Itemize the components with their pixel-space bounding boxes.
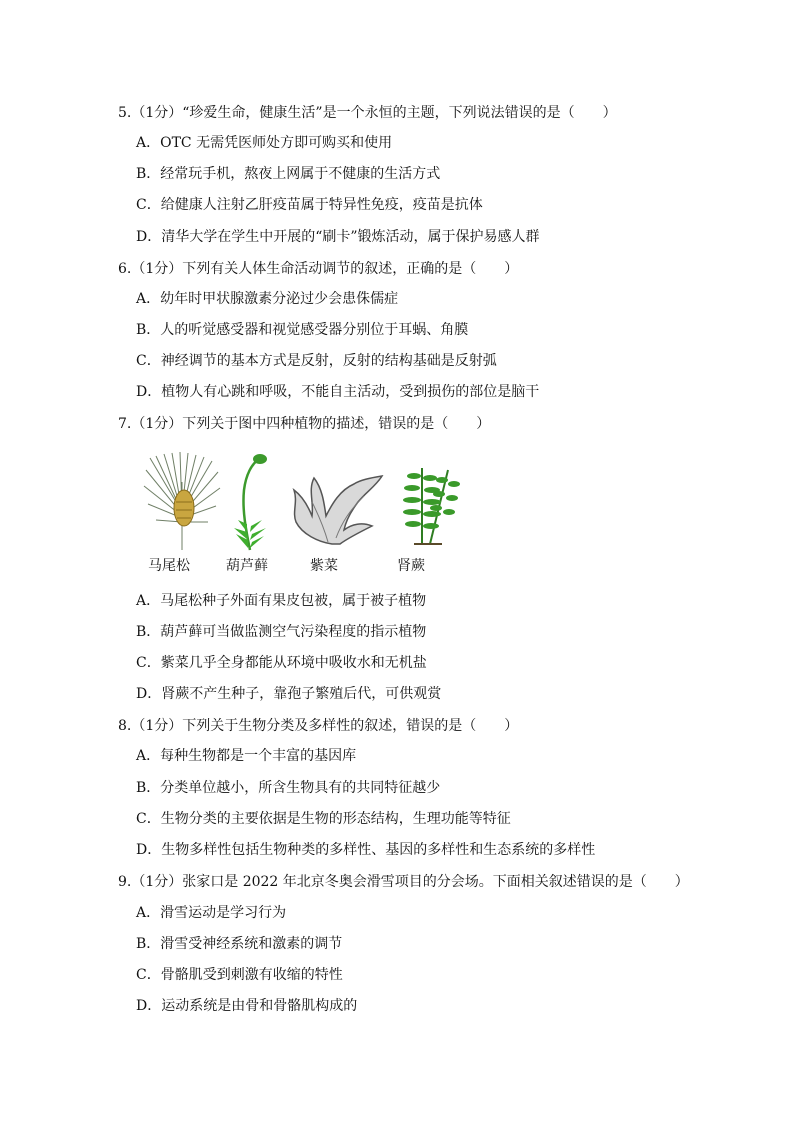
- plant-label-pine: 马尾松: [148, 558, 190, 574]
- question-7-option-c: C．紫菜几乎全身都能从环境中吸收水和无机盐: [136, 655, 427, 671]
- question-6-option-c: C．神经调节的基本方式是反射，反射的结构基础是反射弧: [136, 353, 497, 369]
- question-8-option-b: B．分类单位越小，所含生物具有的共同特征越少: [136, 780, 441, 796]
- question-6-option-a: A．幼年时甲状腺激素分泌过少会患侏儒症: [136, 291, 399, 307]
- question-8-option-a: A．每种生物都是一个丰富的基因库: [136, 748, 357, 764]
- question-5-stem: 5.（1分）“珍爱生命，健康生活”是一个永恒的主题，下列说法错误的是（ ）: [118, 105, 617, 121]
- question-6-option-d: D．植物人有心跳和呼吸，不能自主活动，受到损伤的部位是脑干: [136, 384, 540, 400]
- moss-icon: [230, 450, 270, 554]
- question-7-option-b: B．葫芦藓可当做监测空气污染程度的指示植物: [136, 624, 427, 640]
- question-8-option-d: D．生物多样性包括生物种类的多样性、基因的多样性和生态系统的多样性: [136, 842, 596, 858]
- plant-label-moss: 葫芦藓: [226, 558, 268, 574]
- question-5-option-b: B．经常玩手机，熬夜上网属于不健康的生活方式: [136, 166, 441, 182]
- question-9-option-b: B．滑雪受神经系统和激素的调节: [136, 936, 343, 952]
- question-5-option-d: D．清华大学在学生中开展的“刷卡”锻炼活动，属于保护易感人群: [136, 229, 540, 245]
- seaweed-icon: [288, 472, 386, 548]
- question-5-option-c: C．给健康人注射乙肝疫苗属于特异性免疫，疫苗是抗体: [136, 197, 483, 213]
- question-6-stem: 6.（1分）下列有关人体生命活动调节的叙述，正确的是（ ）: [118, 261, 519, 277]
- question-7-option-d: D．肾蕨不产生种子，靠孢子繁殖后代，可供观赏: [136, 686, 442, 702]
- question-8-option-c: C．生物分类的主要依据是生物的形态结构，生理功能等特征: [136, 811, 511, 827]
- fern-icon: [392, 456, 464, 548]
- question-9-option-d: D．运动系统是由骨和骨骼肌构成的: [136, 998, 358, 1014]
- pine-icon: [142, 452, 222, 552]
- question-7-option-a: A．马尾松种子外面有果皮包被，属于被子植物: [136, 593, 427, 609]
- question-5-option-a: A．OTC 无需凭医师处方即可购买和使用: [136, 135, 393, 151]
- plant-label-fern: 肾蕨: [397, 558, 425, 574]
- question-7-stem: 7.（1分）下列关于图中四种植物的描述，错误的是（ ）: [118, 416, 491, 432]
- question-9-stem: 9.（1分）张家口是 2022 年北京冬奥会滑雪项目的分会场。下面相关叙述错误的是（ ）: [118, 874, 689, 890]
- plant-label-seaweed: 紫菜: [310, 558, 338, 574]
- question-8-stem: 8.（1分）下列关于生物分类及多样性的叙述，错误的是（ ）: [118, 718, 519, 734]
- question-9-option-c: C．骨骼肌受到刺激有收缩的特性: [136, 967, 343, 983]
- question-6-option-b: B．人的听觉感受器和视觉感受器分别位于耳蜗、角膜: [136, 322, 469, 338]
- question-9-option-a: A．滑雪运动是学习行为: [136, 905, 287, 921]
